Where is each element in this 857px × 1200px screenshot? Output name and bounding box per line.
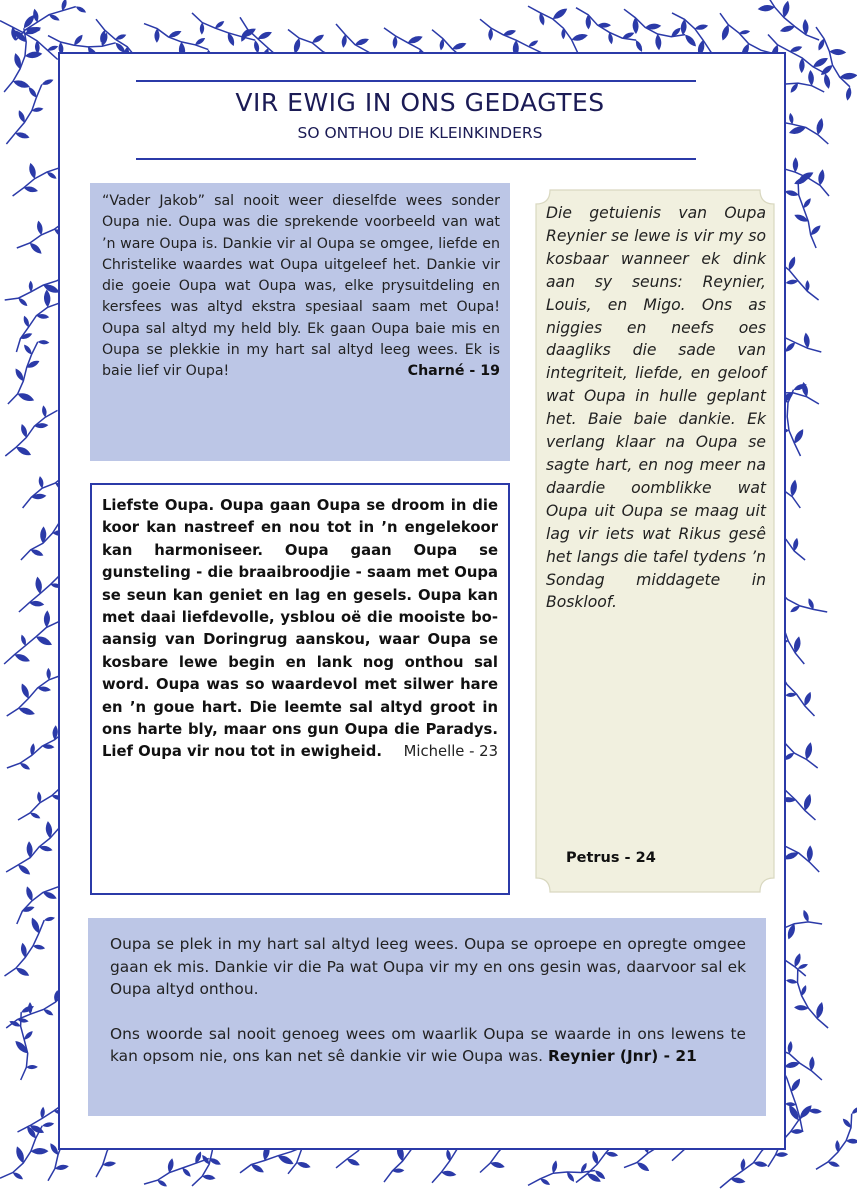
leaf-shape xyxy=(202,1174,216,1181)
tribute-michelle-signature: Michelle - 23 xyxy=(403,743,498,761)
tribute-petrus-signature: Petrus - 24 xyxy=(566,850,656,866)
leaf-shape xyxy=(823,73,832,90)
leaf-shape xyxy=(38,340,50,345)
header-bottom-rule xyxy=(136,158,696,160)
leaf-shape xyxy=(846,1138,857,1144)
leaf-shape xyxy=(13,1039,30,1056)
leaf-shape xyxy=(808,70,815,86)
vine-stem xyxy=(7,675,62,716)
leaf-shape xyxy=(43,289,50,307)
tribute-charne xyxy=(90,183,510,461)
leaf-shape xyxy=(44,916,56,922)
vine-stem xyxy=(798,181,816,248)
leaf-shape xyxy=(789,479,798,497)
leaf-shape xyxy=(75,5,87,15)
leaf-shape xyxy=(829,48,846,55)
leaf-shape xyxy=(655,34,662,51)
tribute-petrus xyxy=(528,182,782,900)
leaf-shape xyxy=(784,189,799,198)
leaf-shape xyxy=(802,909,811,923)
vine-stem xyxy=(798,969,829,1029)
leaf-shape xyxy=(36,220,44,235)
leaf-shape xyxy=(809,224,822,237)
tribute-charne-text: “Vader Jakob” sal nooit weer dieselfde wees sonder Oupa nie. Oupa was die sprekende voorbeeld van wat ’n ware Oupa is. Dankie vir al Oupa se omgee, liefde en Christelike waardes wat Oupa uitgeleef het. Dankie vir die goeie Oupa wat Oupa was, elke prysuitdeling en kersfees was altyd ekstra spesiaal saam met Oupa! Oupa sal altyd my held bly. Ek gaan Oupa baie mis en Oupa se plekkie in my hart sal altyd leeg wees. Ek is baie lief vir Oupa! Charné - 19 xyxy=(102,191,500,383)
leaf-shape xyxy=(26,1065,38,1069)
leaf-shape xyxy=(392,36,397,49)
leaf-shape xyxy=(17,297,29,308)
leaf-shape xyxy=(787,1041,793,1054)
leaf-shape xyxy=(46,668,51,680)
vine-stem xyxy=(240,1147,304,1173)
leaf-shape xyxy=(634,39,644,53)
leaf-shape xyxy=(488,28,493,41)
vine-stem xyxy=(4,621,59,664)
leaf-shape xyxy=(28,241,44,256)
leaf-shape xyxy=(42,1121,55,1128)
leaf-shape xyxy=(815,117,825,135)
leaf-shape xyxy=(28,162,38,179)
tribute-charne-signature: Charné - 19 xyxy=(407,363,500,380)
vine-stem xyxy=(16,303,60,352)
vine-stem xyxy=(767,0,819,40)
tribute-reynier-paragraph-1: Oupa se plek in my hart sal altyd leeg wees. Oupa se oproepe en opregte omgee gaan ek mis. Dankie vir die Pa wat Oupa vir my en ons gesin was, daarvoor sal ek Oupa altyd onthou. xyxy=(110,935,746,998)
leaf-shape xyxy=(803,741,813,760)
leaf-shape xyxy=(200,22,205,34)
tribute-reynier-signature: Reynier (Jnr) - 21 xyxy=(547,1047,697,1065)
tribute-michelle-text: Liefste Oupa. Oupa gaan Oupa se droom in die koor kan nastreef en nou tot in ’n engelekoor kan harmoniseer. Oupa gaan Oupa se gunsteling - die braaibroodjie - saam met Oupa se seun kan geniet en lag en gesels. Oupa kan met daai liefdevolle, ysblou oë die mooiste bo-aansig van Doringrug aanskou, waar Oupa se kosbare lewe begin en lank nog onthou sal word. Oupa was so waardevol met silwer hare en ’n goue hart. Die leemte sal altyd groot in ons harte bly, maar ons gun Oupa die Paradys. Lief Oupa vir nou tot in ewigheid. Michelle - 23 xyxy=(102,495,498,764)
leaf-shape xyxy=(30,743,36,756)
vine-stem xyxy=(5,410,57,456)
leaf-shape xyxy=(38,476,45,489)
page-subtitle: SO ONTHOU DIE KLEINKINDERS xyxy=(297,124,543,142)
leaf-shape xyxy=(31,493,46,500)
leaf-shape xyxy=(296,1160,312,1169)
leaf-shape xyxy=(25,51,43,59)
vine-stem xyxy=(144,24,208,50)
page-title: VIR EWIG IN ONS GEDAGTES xyxy=(235,88,605,117)
leaf-shape xyxy=(12,78,31,90)
leaf-shape xyxy=(29,281,33,292)
tribute-reynier-paragraph-2: Ons woorde sal nooit genoeg wees om waarlik Oupa se waarde in ons lewens te kan opsom nie, ons kan net sê dankie vir wie Oupa was. Reynier (Jnr) - 21 xyxy=(110,1024,746,1065)
leaf-shape xyxy=(23,1030,35,1042)
leaf-shape xyxy=(683,33,698,49)
tribute-reynier xyxy=(88,918,766,1116)
leaf-shape xyxy=(845,86,853,101)
tribute-petrus-text: Die getuienis van Oupa Reynier se lewe is vir my so kosbaar wanneer ek dink aan sy seuns: Reynier, Louis, en Migo. Ons as niggies en neefs oes daagliks die sade van integriteit, liefde, en geloof wat Oupa in hulle geplant het. Baie baie dankie. Ek verlang klaar na Oupa se sagte hart, en nog meer na daardie oomblikke wat Oupa uit Oupa se maag uit lag vir iets wat Rikus gesê het langs die tafel tydens ’n Sondag middagete in Boskloof. xyxy=(546,204,766,612)
tribute-michelle xyxy=(90,483,510,895)
leaf-shape xyxy=(793,157,799,172)
leaf-shape xyxy=(41,78,54,87)
leaf-shape xyxy=(54,1164,69,1171)
leaf-shape xyxy=(817,169,826,186)
leaf-shape xyxy=(43,610,50,627)
leaf-shape xyxy=(786,978,798,984)
leaf-shape xyxy=(571,32,589,42)
vine-stem xyxy=(787,390,800,456)
leaf-shape xyxy=(809,1056,815,1071)
header-top-rule xyxy=(136,80,696,82)
leaf-shape xyxy=(31,1148,49,1155)
vine-stem xyxy=(528,6,578,52)
leaf-shape xyxy=(181,1167,192,1179)
leaf-shape xyxy=(33,944,46,951)
leaf-shape xyxy=(757,4,775,12)
leaf-shape xyxy=(16,391,35,403)
vine-stem xyxy=(528,1171,595,1186)
leaf-shape xyxy=(788,113,794,125)
leaf-shape xyxy=(551,1160,558,1174)
